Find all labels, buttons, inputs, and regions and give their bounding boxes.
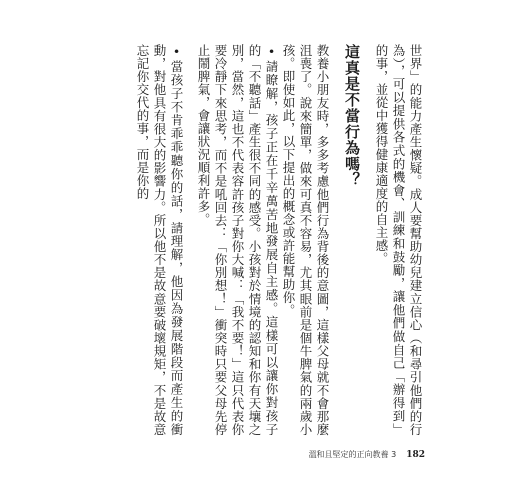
paragraph-intro: 教養小朋友時，多多考慮他們行為背後的意圖，這樣父母就不會那麼沮喪了。說來簡單，做來可真不容易，尤其眼前是個牛脾氣的兩歲小孩。即使如此，以下提出的概念或許能幫助你。	[281, 44, 330, 436]
bullet-text: 當孩子不肯乖乖聽你的話，請理解，他因為發展階段而產生的衝動，對他具有很大的影響力。所以他不是故意要破壞規矩，不是故意忘記你交代的事，而是你的	[135, 44, 184, 436]
paragraph-continued: 世界」的能力產生懷疑。成人要幫助幼兒建立信心（和尋引他們的行為），可以提供各式的機會、訓練和鼓勵，讓他們做自己「辦得到」的事，並從中獲得健康適度的自主感。	[374, 44, 423, 436]
bullet-marker: •	[264, 44, 279, 60]
page-footer	[309, 449, 425, 460]
bullet-item-impulse	[134, 44, 185, 436]
bullet-text: 請瞭解，孩子正在千辛萬苦地發展自主感。這樣可以讓你對孩子的「不聽話」產生很不同的感受。小孩對於情境的認知和你有天壤之別，當然，這也不代表容許孩子對你大喊：「我不要！」這只代表你要冷靜下來思考，而不是吼回去：「你別想！」衝突時只要父母先停止鬧脾氣，會讓狀況順利許多。	[196, 44, 279, 436]
page-number: 182	[406, 449, 425, 460]
bullet-marker: •	[169, 44, 184, 60]
running-footer-title: 溫和且堅定的正向教養 3	[308, 450, 397, 459]
vertical-text-block	[124, 44, 424, 436]
section-heading: 這真是不當行為嗎？	[343, 44, 361, 188]
bullet-item-understand-autonomy	[195, 44, 280, 436]
